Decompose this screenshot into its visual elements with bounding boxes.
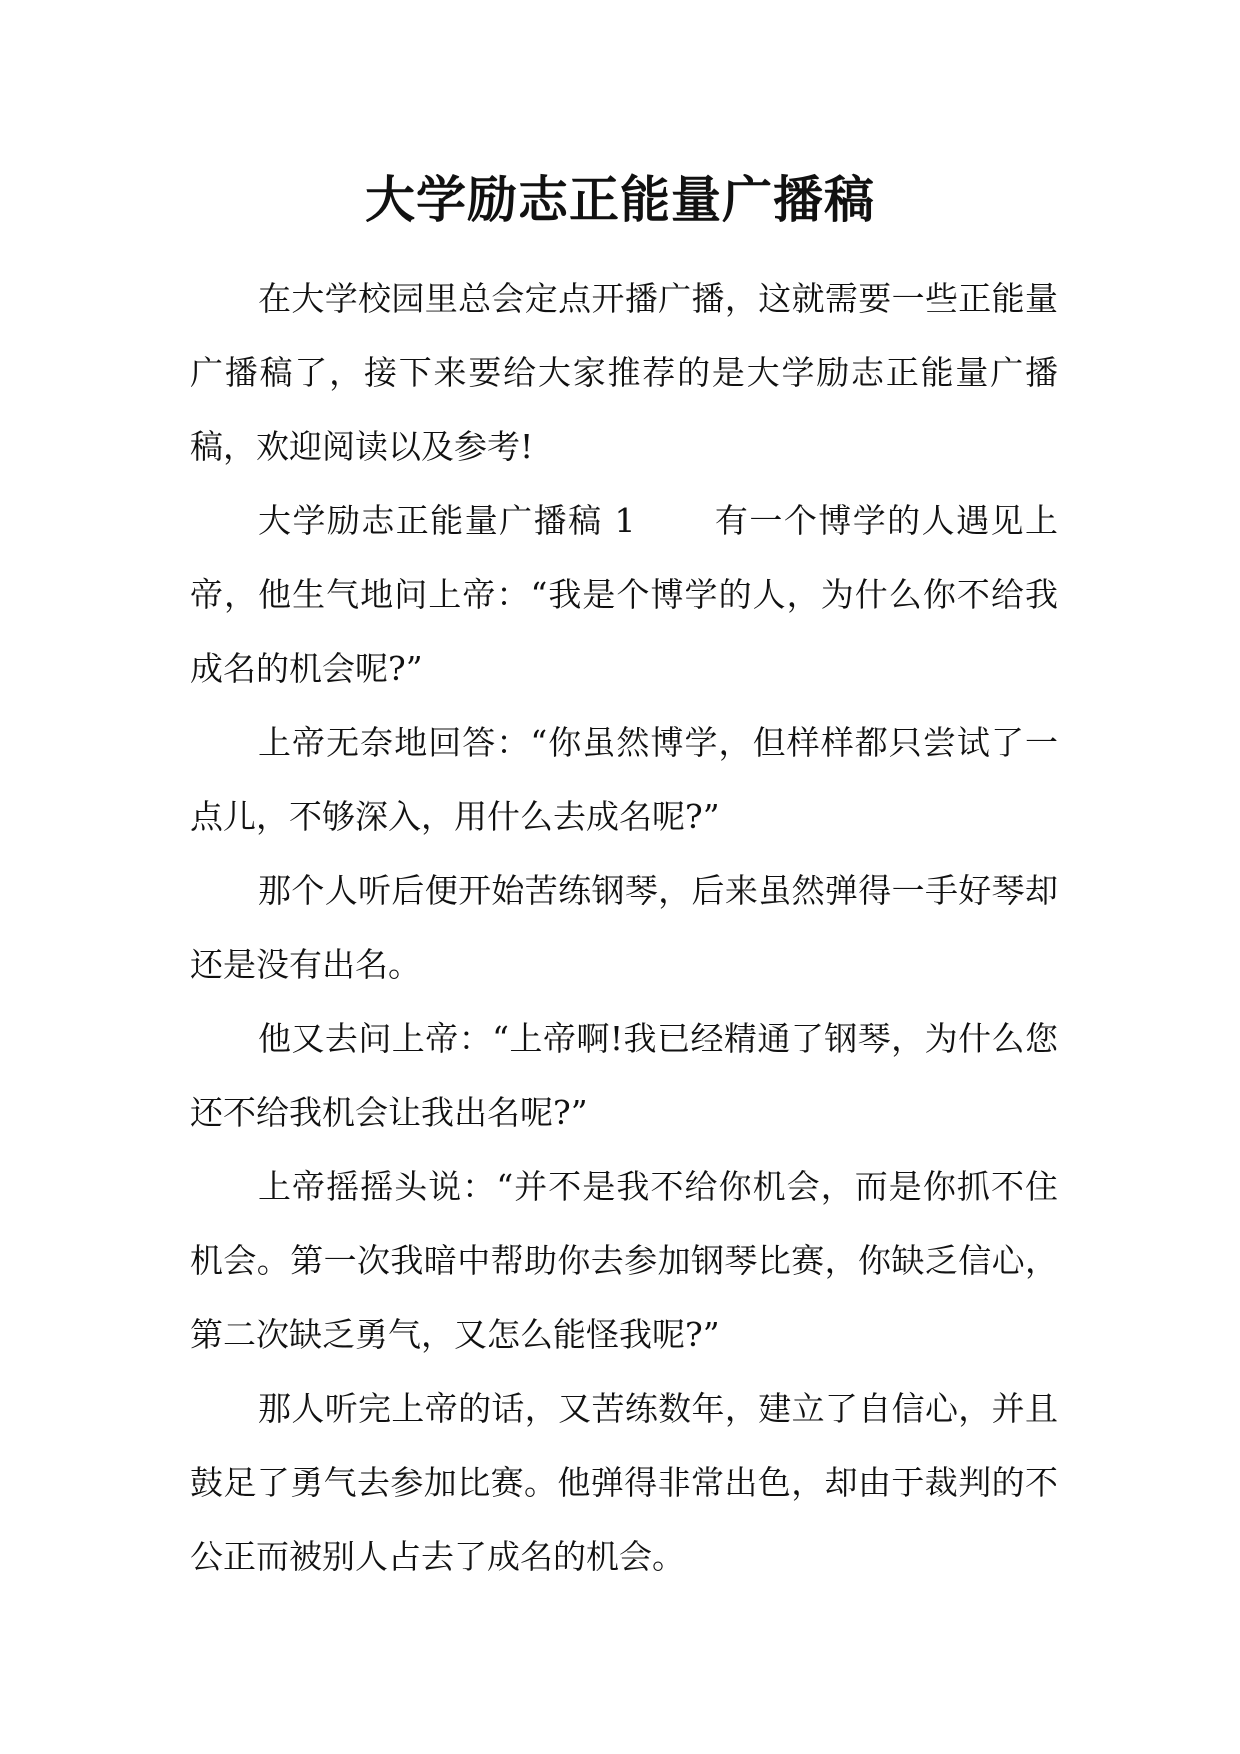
paragraph-text: 有一个博学的人遇见上帝，他生气地问上帝：“我是个博学的人，为什么你不给我成名的机会呢?” (190, 501, 1058, 688)
intro-paragraph: 在大学校园里总会定点开播广播，这就需要一些正能量广播稿了，接下来要给大家推荐的是大学励志正能量广播稿，欢迎阅读以及参考! (190, 279, 1058, 466)
paragraph: 那个人听后便开始苦练钢琴，后来虽然弹得一手好琴却还是没有出名。 (190, 871, 1058, 984)
document-body (190, 262, 1058, 1594)
paragraph: 他又去问上帝：“上帝啊!我已经精通了钢琴，为什么您还不给我机会让我出名呢?” (190, 1019, 1058, 1132)
document-title: 大学励志正能量广播稿 (365, 171, 875, 229)
paragraph: 上帝无奈地回答：“你虽然博学，但样样都只尝试了一点儿，不够深入，用什么去成名呢?” (190, 723, 1058, 836)
section-1-heading: 大学励志正能量广播稿 1 (258, 501, 636, 540)
paragraph: 上帝摇摇头说：“并不是我不给你机会，而是你抓不住机会。第一次我暗中帮助你去参加钢琴比赛，你缺乏信心，第二次缺乏勇气，又怎么能怪我呢?” (190, 1167, 1058, 1354)
section-1-first-paragraph (190, 484, 1058, 706)
paragraph: 那人听完上帝的话，又苦练数年，建立了自信心，并且鼓足了勇气去参加比赛。他弹得非常出色，却由于裁判的不公正而被别人占去了成名的机会。 (190, 1389, 1058, 1576)
